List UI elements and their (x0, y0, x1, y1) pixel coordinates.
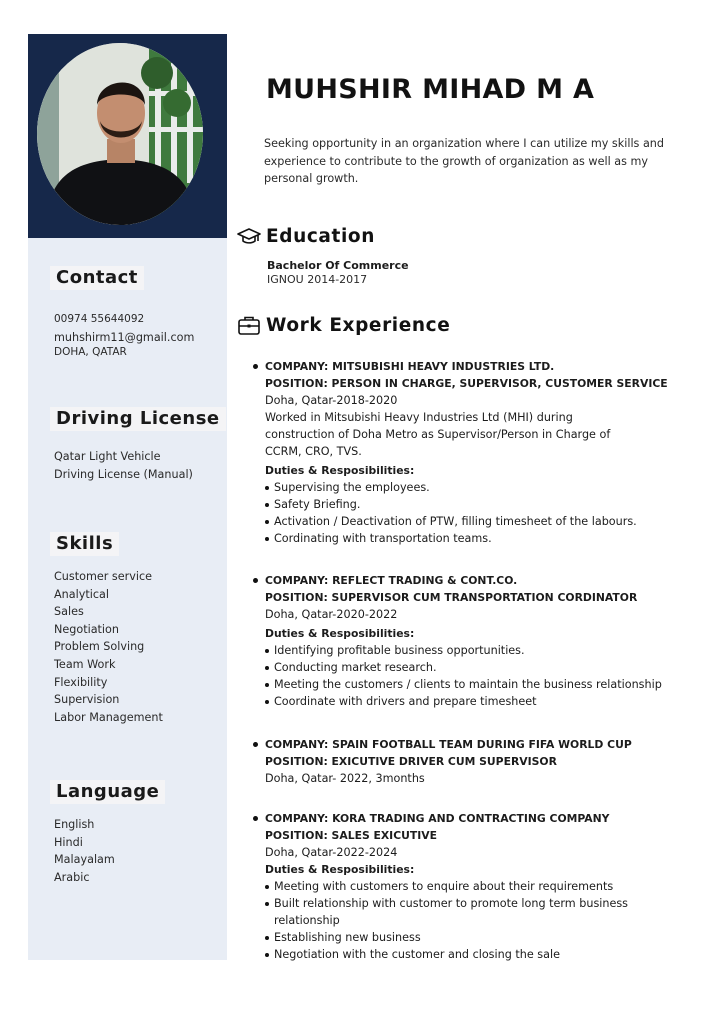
education-entry (267, 259, 409, 287)
duties-label: Duties & Resposibilities: (265, 464, 415, 477)
skills-heading: Skills (50, 532, 119, 556)
duty-item: Identifying profitable business opportunities. (253, 642, 713, 659)
education-heading (236, 225, 375, 247)
duty-item: Establishing new business (253, 929, 713, 946)
language-item: Arabic (54, 870, 90, 884)
duties-list (253, 878, 713, 963)
candidate-name: MUHSHIR MIHAD M A (266, 74, 595, 105)
skill-item: Negotiation (54, 622, 119, 636)
job-entry (253, 358, 713, 547)
job-description: Worked in Mitsubishi Heavy Industries Ltd (MHI) during construction of Doha Metro as Supervisor/Person in Charge of CCRM, CRO, TVS. (265, 411, 611, 458)
duties-list (253, 479, 713, 547)
photo-background (28, 34, 227, 238)
skill-item: Analytical (54, 587, 109, 601)
sidebar (28, 34, 227, 960)
school: IGNOU 2014-2017 (267, 273, 368, 286)
job-entry (253, 572, 713, 710)
job-entry (253, 810, 713, 963)
language-item: Hindi (54, 835, 83, 849)
skill-item: Team Work (54, 657, 116, 671)
graduation-cap-icon (236, 225, 262, 247)
job-position: POSITION: SUPERVISOR CUM TRANSPORTATION CORDINATOR (265, 591, 638, 604)
job-company: COMPANY: SPAIN FOOTBALL TEAM DURING FIFA WORLD CUP (253, 736, 713, 753)
job-company: COMPANY: MITSUBISHI HEAVY INDUSTRIES LTD. (253, 358, 713, 375)
contact-heading: Contact (50, 266, 144, 290)
driving-license-heading: Driving License (50, 407, 226, 431)
objective-text: Seeking opportunity in an organization where I can utilize my skills and experience to contribute to the growth of organization as well as my personal growth. (264, 137, 664, 186)
driving-license-line: Driving License (Manual) (54, 467, 193, 481)
duty-item: Cordinating with transportation teams. (253, 530, 713, 547)
job-position: POSITION: SALES EXICUTIVE (265, 829, 438, 842)
language-list (54, 816, 115, 886)
duty-item: Negotiation with the customer and closing the sale (253, 946, 713, 963)
job-period: Doha, Qatar- 2022, 3months (265, 772, 425, 785)
job-period: Doha, Qatar-2018-2020 (265, 394, 398, 407)
duty-item: Meeting the customers / clients to maintain the business relationship (253, 676, 713, 693)
job-company: COMPANY: REFLECT TRADING & CONT.CO. (253, 572, 713, 589)
driving-license-info (54, 448, 193, 483)
job-position: POSITION: PERSON IN CHARGE, SUPERVISOR, CUSTOMER SERVICE (265, 377, 668, 390)
profile-photo (37, 43, 203, 225)
duty-item: Meeting with customers to enquire about their requirements (253, 878, 713, 895)
skill-item: Problem Solving (54, 640, 145, 654)
language-item: English (54, 818, 95, 831)
location: DOHA, QATAR (54, 346, 127, 359)
duty-item: Conducting market research. (253, 659, 713, 676)
briefcase-icon (236, 314, 262, 336)
skill-item: Sales (54, 605, 84, 619)
job-company: COMPANY: KORA TRADING AND CONTRACTING COMPANY (253, 810, 713, 827)
duties-label: Duties & Resposibilities: (265, 627, 415, 640)
duty-item: Coordinate with drivers and prepare timesheet (253, 693, 713, 710)
job-period: Doha, Qatar-2020-2022 (265, 608, 398, 621)
education-heading-label: Education (266, 225, 375, 247)
email-address: muhshirm11@gmail.com (54, 330, 195, 344)
skill-item: Customer service (54, 570, 152, 583)
job-entry (253, 736, 713, 787)
skill-item: Supervision (54, 693, 120, 707)
skill-item: Flexibility (54, 675, 108, 689)
language-item: Malayalam (54, 853, 115, 867)
contact-list (54, 311, 194, 362)
duty-item: Activation / Deactivation of PTW, filling timesheet of the labours. (253, 513, 713, 530)
phone-number: 00974 55644092 (54, 313, 145, 325)
language-heading: Language (50, 780, 165, 804)
job-position: POSITION: EXICUTIVE DRIVER CUM SUPERVISOR (265, 755, 557, 768)
duty-item: Supervising the employees. (253, 479, 713, 496)
work-experience-heading (236, 314, 450, 336)
skill-item: Labor Management (54, 710, 163, 724)
skills-list (54, 568, 163, 726)
degree: Bachelor Of Commerce (267, 259, 409, 272)
work-experience-heading-label: Work Experience (266, 314, 451, 336)
duty-item: Safety Briefing. (253, 496, 713, 513)
duties-label: Duties & Resposibilities: (265, 863, 415, 876)
duty-item: Built relationship with customer to promote long term business relationship (253, 895, 683, 929)
driving-license-line: Qatar Light Vehicle (54, 450, 161, 463)
job-period: Doha, Qatar-2022-2024 (265, 846, 398, 859)
duties-list (253, 642, 713, 710)
